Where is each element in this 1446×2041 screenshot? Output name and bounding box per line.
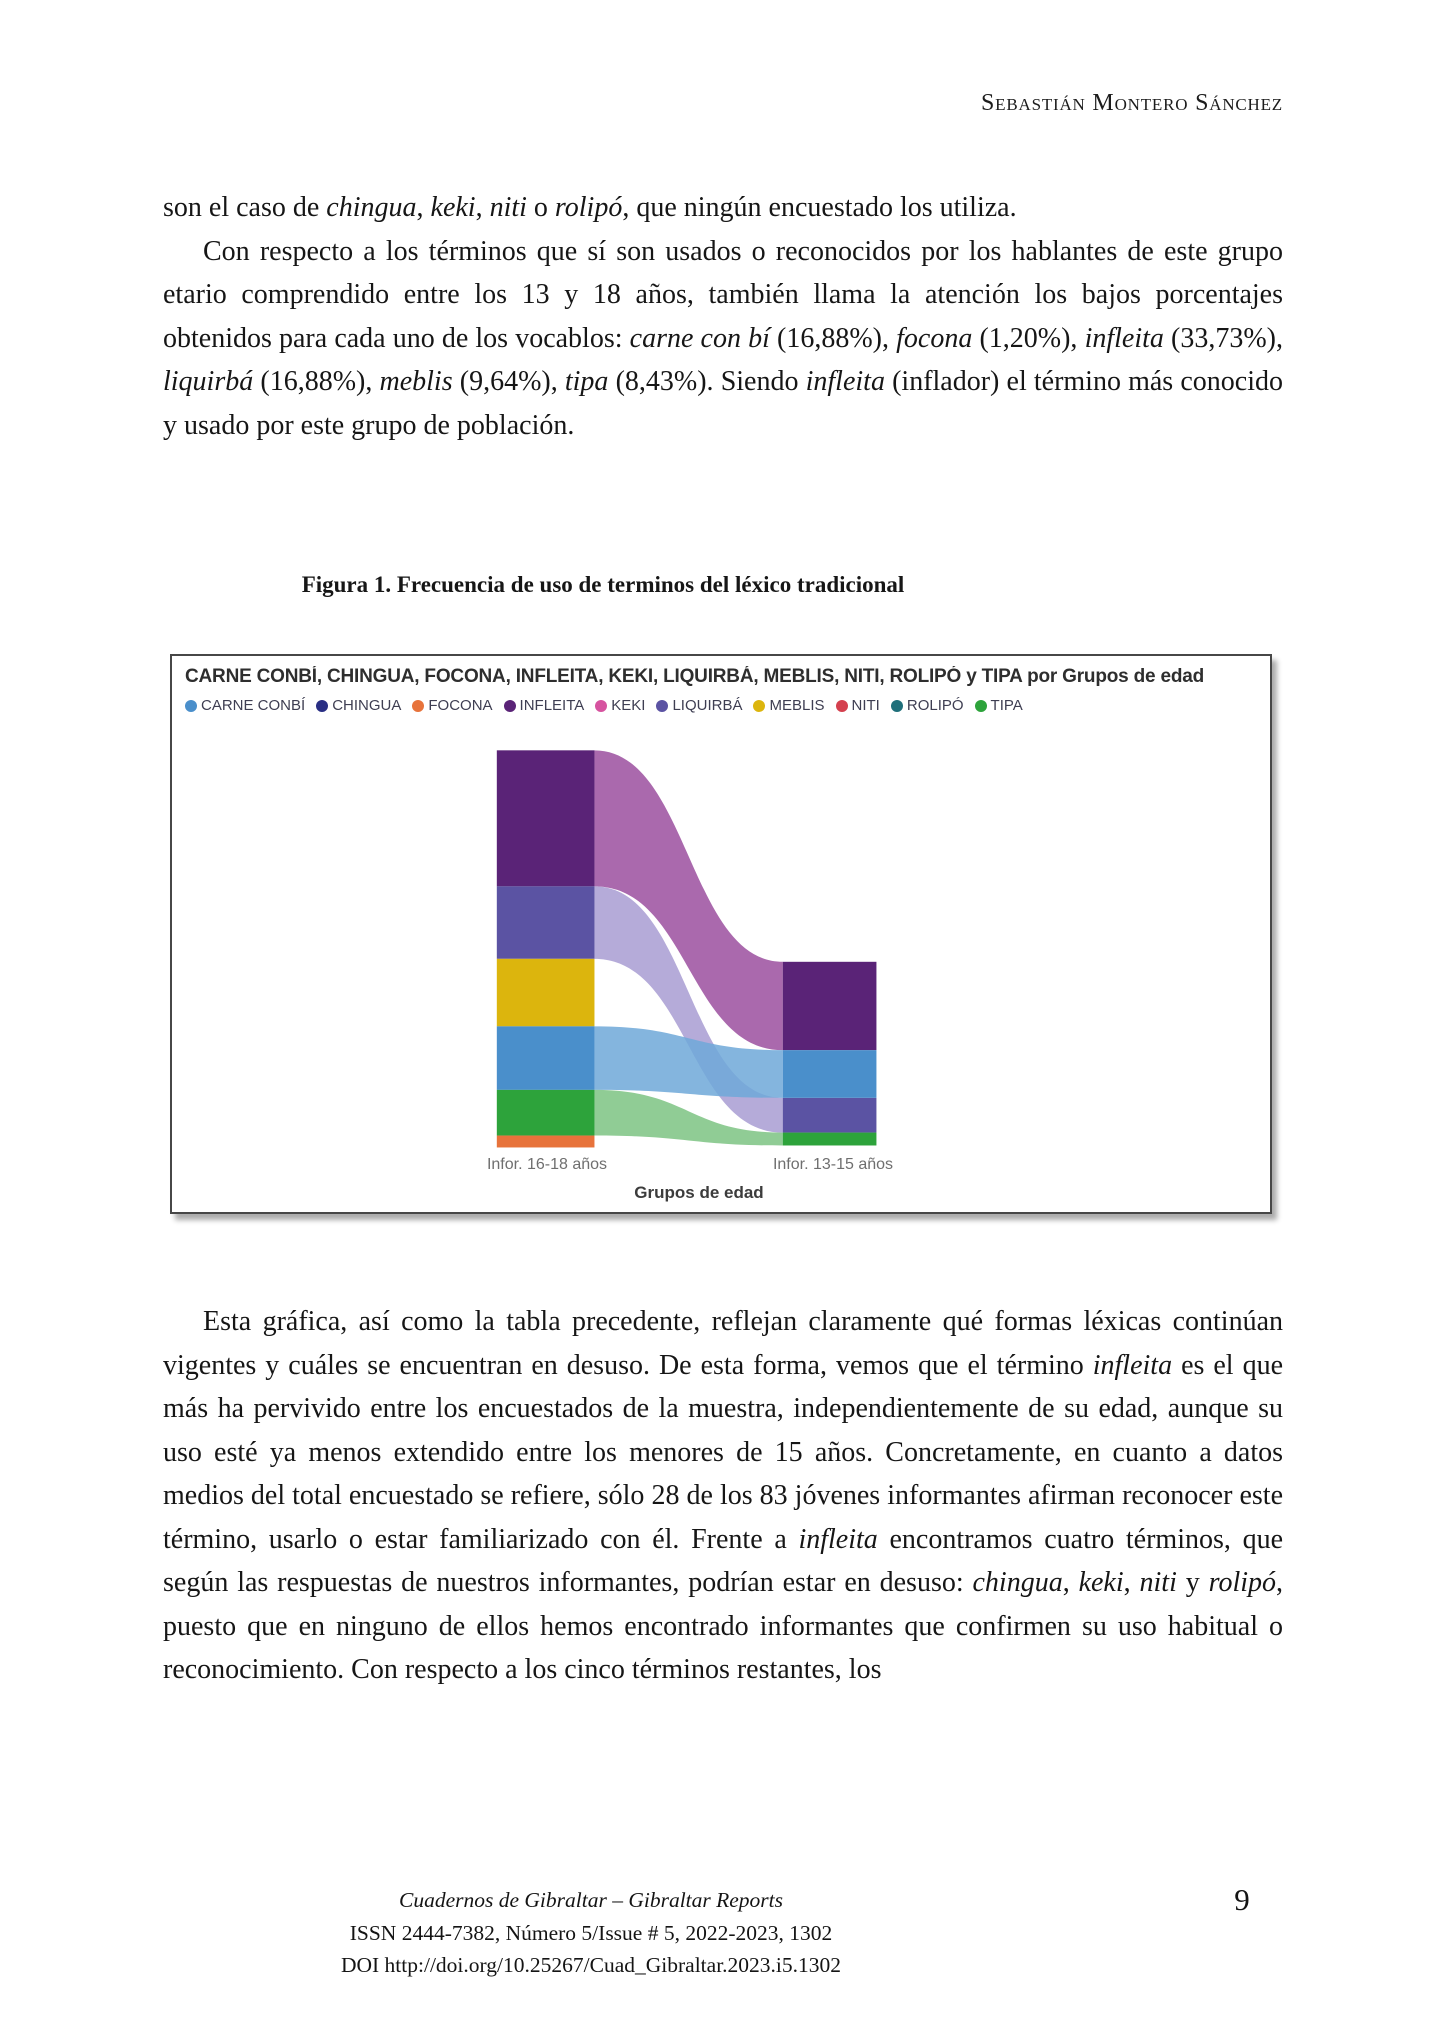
bar-CARNE CONBÍ-13-15 <box>783 1050 877 1098</box>
legend-swatch-icon <box>595 700 607 712</box>
chart-title: CARNE CONBÍ, CHINGUA, FOCONA, INFLEITA, KEKI, LIQUIRBÁ, MEBLIS, NITI, ROLIPÓ y TIPA por Grupos de edad <box>185 666 1204 687</box>
legend-item-NITI <box>836 697 880 714</box>
legend-label: TIPA <box>990 697 1023 714</box>
bar-LIQUIRBÁ-16-18 <box>497 886 595 958</box>
bar-TIPA-13-15 <box>783 1133 877 1146</box>
bar-TIPA-16-18 <box>497 1090 595 1136</box>
legend-label: MEBLIS <box>769 697 825 714</box>
legend-label: LIQUIRBÁ <box>672 697 743 714</box>
sankey-svg <box>172 656 1270 1212</box>
x-tick-left: Infor. 16-18 años <box>486 1156 608 1173</box>
paragraph-analysis: Esta gráfica, así como la tabla precedente, reflejan claramente qué formas léxicas continúan vigentes y cuáles se encuentran en desuso. De esta forma, vemos que el término infleita es el que más ha pervivido entre los encuestados de la muestra, independientemente de su edad, aunque su uso esté ya menos extendido entre los menores de 15 años. Concretamente, en cuanto a datos medios del total encuestado se refiere, sólo 28 de los 83 jóvenes informantes afirman reconocer este término, usarlo o estar familiarizado con él. Frente a infleita encontramos cuatro términos, que según las respuestas de nuestros informantes, podrían estar en desuso: chingua, keki, niti y rolipó, puesto que en ninguno de ellos hemos encontrado informantes que confirmen su uso habitual o reconocimiento. Con respecto a los cinco términos restantes, los <box>163 1306 1284 1685</box>
legend-item-MEBLIS <box>753 697 824 714</box>
issn-line: ISSN 2444-7382, Número 5/Issue # 5, 2022-2023, 1302 <box>349 1920 833 1945</box>
legend-item-CHINGUA <box>316 697 401 714</box>
body-text-block-2 <box>163 1300 1283 1692</box>
legend-item-FOCONA <box>412 697 492 714</box>
legend-item-TIPA <box>975 697 1023 714</box>
page-number: 9 <box>1234 1882 1250 1917</box>
legend-label: CARNE CONBÍ <box>201 697 306 714</box>
figure-1-chart <box>170 654 1272 1214</box>
legend-swatch-icon <box>412 700 424 712</box>
legend-item-INFLEITA <box>504 697 585 714</box>
paragraph-continuation: son el caso de chingua, keki, niti o rolipó, que ningún encuestado los utiliza. <box>163 192 1017 223</box>
legend-label: FOCONA <box>428 697 493 714</box>
bar-MEBLIS-16-18 <box>497 959 595 1027</box>
journal-title: Cuadernos de Gibraltar – Gibraltar Reports <box>398 1888 784 1912</box>
legend-item-LIQUIRBÁ <box>656 697 742 714</box>
doi-line: DOI http://doi.org/10.25267/Cuad_Gibraltar.2023.i5.1302 <box>340 1953 842 1977</box>
legend-label: KEKI <box>611 697 646 714</box>
body-text-block-1 <box>163 186 1283 447</box>
bar-LIQUIRBÁ-13-15 <box>783 1098 877 1133</box>
x-axis-title: Grupos de edad <box>634 1183 764 1202</box>
paragraph-terms: Con respecto a los términos que sí son usados o reconocidos por los hablantes de este grupo etario comprendido entre los 13 y 18 años, también llama la atención los bajos porcentajes obtenidos para cada uno de los vocablos: carne con bí (16,88%), focona (1,20%), infleita (33,73%), liquirbá (16,88%), meblis (9,64%), tipa (8,43%). Siendo infleita (inflador) el término más conocido y usado por este grupo de población. <box>163 235 1283 441</box>
legend-swatch-icon <box>753 700 765 712</box>
legend-swatch-icon <box>185 700 197 712</box>
legend-item-CARNE CONBÍ <box>185 697 305 714</box>
figure-caption: Figura 1. Frecuencia de uso de terminos del léxico tradicional <box>301 572 905 597</box>
legend-swatch-icon <box>975 700 987 712</box>
header-author: Sebastián Montero Sánchez <box>981 90 1283 116</box>
legend-label: INFLEITA <box>519 697 585 714</box>
legend-label: CHINGUA <box>332 697 402 714</box>
bar-INFLEITA-16-18 <box>497 750 595 886</box>
page-footer <box>163 1884 1019 1982</box>
legend-item-KEKI <box>595 697 645 714</box>
bar-CARNE CONBÍ-16-18 <box>497 1026 595 1090</box>
legend-label: NITI <box>851 697 880 714</box>
bar-INFLEITA-13-15 <box>783 962 877 1050</box>
legend-swatch-icon <box>891 700 903 712</box>
legend-swatch-icon <box>316 700 328 712</box>
legend-swatch-icon <box>656 700 668 712</box>
legend-swatch-icon <box>836 700 848 712</box>
legend-item-ROLIPÓ <box>891 697 964 714</box>
legend-label: ROLIPÓ <box>906 697 964 714</box>
legend-swatch-icon <box>504 700 516 712</box>
chart-legend <box>185 697 1262 714</box>
bar-FOCONA-16-18 <box>497 1136 595 1148</box>
x-tick-right: Infor. 13-15 años <box>772 1156 894 1173</box>
